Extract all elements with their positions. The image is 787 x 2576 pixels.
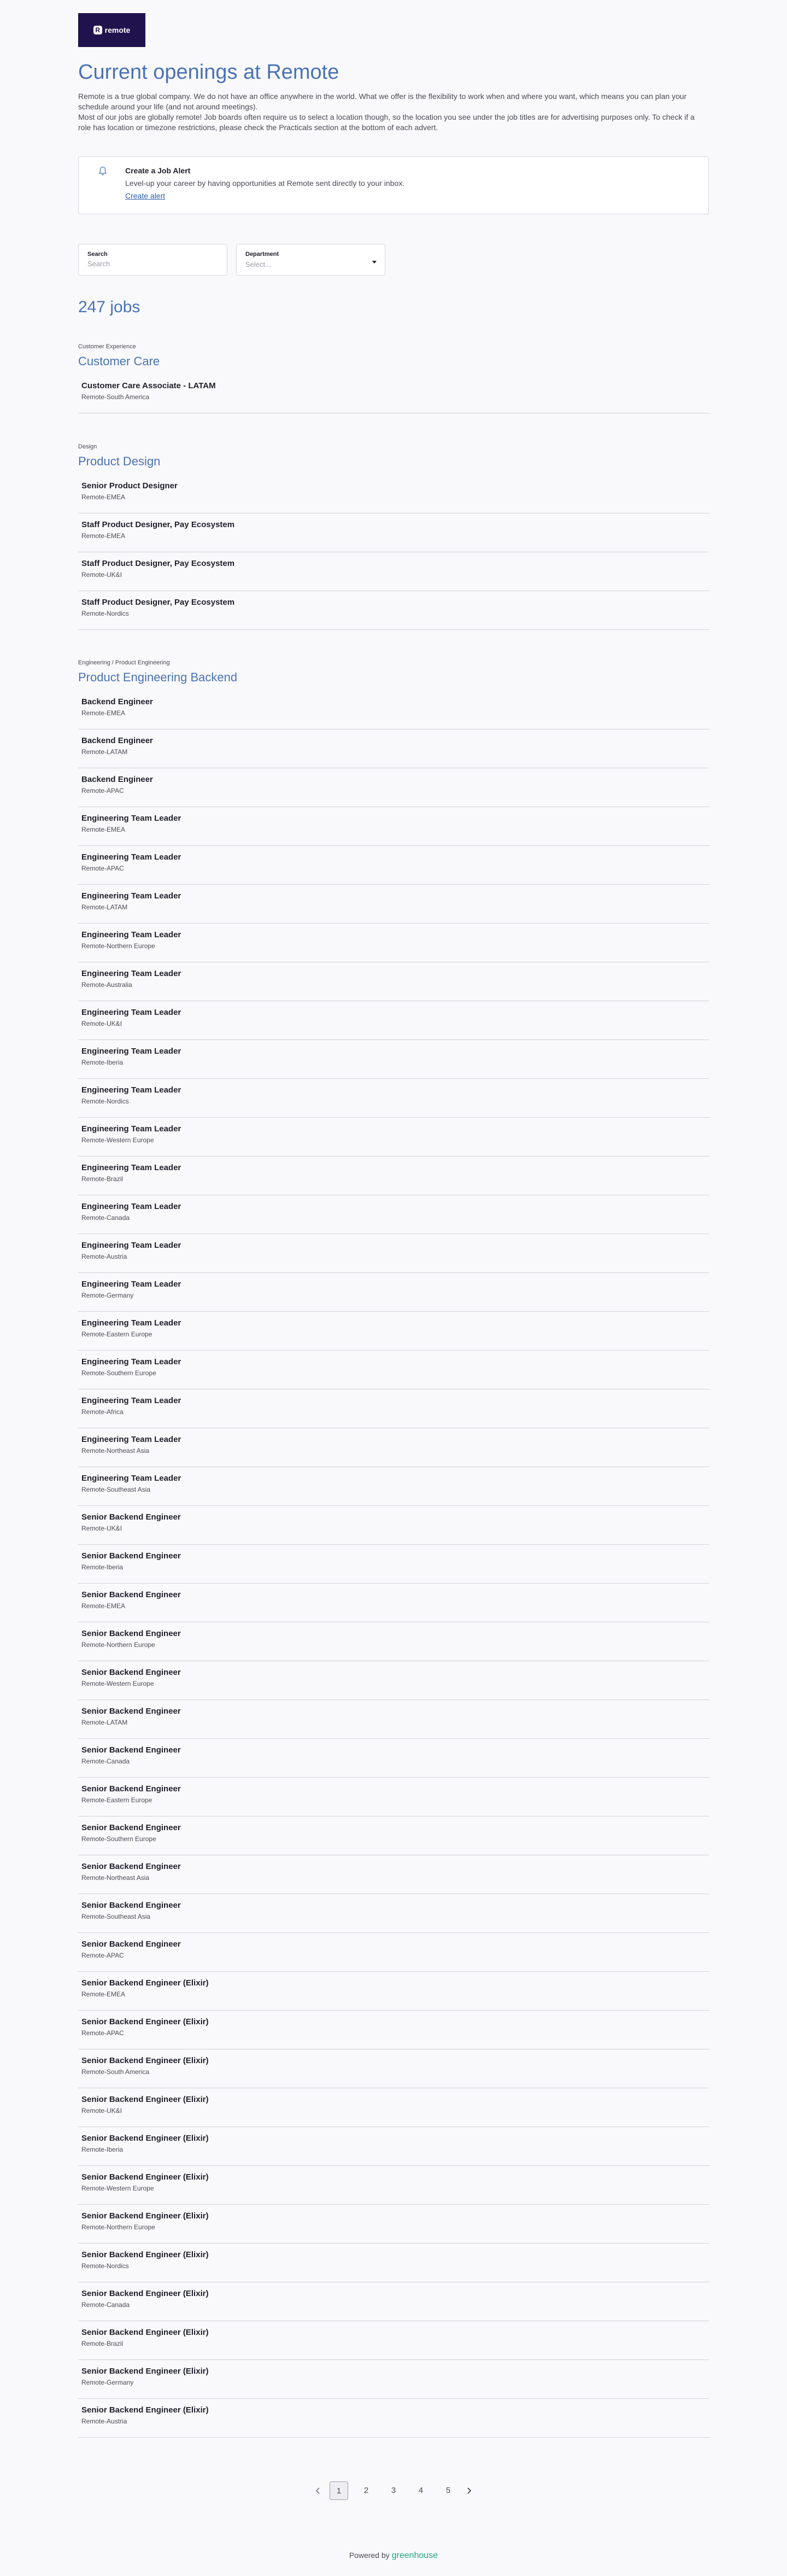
- job-posting-row[interactable]: [78, 1777, 709, 1816]
- job-title-link[interactable]: Staff Product Designer, Pay Ecosystem: [81, 559, 235, 568]
- job-title-link[interactable]: Engineering Team Leader: [81, 1396, 181, 1405]
- search-input[interactable]: [87, 260, 219, 268]
- job-posting-row[interactable]: [78, 1117, 709, 1156]
- job-location: Remote-Germany: [81, 1292, 134, 1299]
- job-posting-row[interactable]: [78, 768, 709, 807]
- job-location: Remote-Africa: [81, 1408, 124, 1416]
- job-location: Remote-Northern Europe: [81, 2223, 155, 2231]
- job-location: Remote-EMEA: [81, 532, 126, 540]
- job-title-link[interactable]: Senior Backend Engineer (Elixir): [81, 2017, 209, 2026]
- job-posting-row[interactable]: [78, 1894, 709, 1933]
- job-title-link[interactable]: Engineering Team Leader: [81, 930, 181, 939]
- job-location: Remote-EMEA: [81, 709, 126, 717]
- job-location: Remote-Western Europe: [81, 2184, 154, 2192]
- caret-down-icon[interactable]: [372, 258, 377, 267]
- job-posting-row[interactable]: [78, 1234, 709, 1273]
- page-1-button[interactable]: 1: [330, 2481, 348, 2500]
- job-location: Remote-Southeast Asia: [81, 1486, 151, 1493]
- job-location: Remote-APAC: [81, 1952, 124, 1959]
- job-title-link[interactable]: Senior Product Designer: [81, 481, 178, 490]
- job-location: Remote-Western Europe: [81, 1680, 154, 1687]
- job-posting-row[interactable]: [78, 1661, 709, 1700]
- job-posting-row[interactable]: [78, 1583, 709, 1622]
- job-posting-row[interactable]: [78, 1272, 709, 1312]
- job-posting-row[interactable]: [78, 884, 709, 924]
- job-posting-row[interactable]: [78, 1699, 709, 1739]
- job-title-link[interactable]: Backend Engineer: [81, 775, 153, 784]
- search-label: Search: [87, 251, 108, 258]
- job-posting-row[interactable]: [78, 807, 709, 846]
- job-posting-row[interactable]: [78, 1816, 709, 1855]
- job-posting-row[interactable]: [78, 1195, 709, 1234]
- job-title-link[interactable]: Backend Engineer: [81, 697, 153, 706]
- job-location: Remote-Australia: [81, 981, 132, 989]
- job-posting-row[interactable]: [78, 962, 709, 1001]
- job-title-link[interactable]: Senior Backend Engineer (Elixir): [81, 2328, 209, 2337]
- job-location: Remote-Nordics: [81, 1097, 129, 1105]
- pagination: [78, 2480, 709, 2502]
- powered-by-text: Powered by: [349, 2551, 390, 2560]
- job-title-link[interactable]: Senior Backend Engineer (Elixir): [81, 2211, 209, 2221]
- department-label: Department: [245, 251, 279, 258]
- intro-paragraph: Most of our jobs are globally remote! Job boards often require us to select a location though, so the location you see under the job titles are for advertising purposes only. To check if a role has location or timezone restrictions, please check the Practicals section at the bottom of each advert.: [78, 113, 695, 132]
- job-posting-row[interactable]: [78, 2165, 709, 2205]
- job-title-link[interactable]: Senior Backend Engineer (Elixir): [81, 2405, 209, 2415]
- chevron-left-icon[interactable]: [313, 2481, 324, 2500]
- job-title-link[interactable]: Senior Backend Engineer: [81, 1901, 181, 1910]
- remote-logo[interactable]: [78, 13, 145, 47]
- job-alert-card: [78, 156, 709, 214]
- job-title-link[interactable]: Senior Backend Engineer (Elixir): [81, 1978, 209, 1988]
- page-2-button[interactable]: 2: [363, 2486, 369, 2495]
- page-title: Current openings at Remote: [78, 61, 339, 84]
- job-location: Remote-Nordics: [81, 2262, 129, 2270]
- job-title-link[interactable]: Senior Backend Engineer: [81, 1784, 181, 1794]
- job-location: Remote-UK&I: [81, 1020, 122, 1027]
- job-location: Remote-Southern Europe: [81, 1835, 156, 1843]
- job-location: Remote-Iberia: [81, 1563, 124, 1571]
- job-title-link[interactable]: Senior Backend Engineer: [81, 1745, 181, 1755]
- job-location: Remote-Eastern Europe: [81, 1330, 152, 1338]
- job-posting-row[interactable]: [78, 591, 709, 630]
- job-posting-row[interactable]: [78, 1855, 709, 1894]
- job-location: Remote-Western Europe: [81, 1136, 154, 1144]
- job-posting-row[interactable]: [78, 1505, 709, 1545]
- section-title: Product Design: [78, 454, 161, 468]
- job-posting-row[interactable]: [78, 690, 709, 729]
- job-posting-row[interactable]: [78, 2010, 709, 2049]
- job-posting-row[interactable]: [78, 2243, 709, 2282]
- job-location: Remote-LATAM: [81, 903, 128, 911]
- job-location: Remote-UK&I: [81, 1524, 122, 1532]
- job-posting-row[interactable]: [78, 1622, 709, 1661]
- job-title-link[interactable]: Staff Product Designer, Pay Ecosystem: [81, 598, 235, 607]
- footer: [78, 2551, 709, 2561]
- job-posting-row[interactable]: [78, 1971, 709, 2011]
- section-title: Customer Care: [78, 354, 160, 368]
- page-5-button[interactable]: 5: [445, 2486, 451, 2495]
- job-posting-row[interactable]: [78, 2088, 709, 2127]
- job-location: Remote-Southern Europe: [81, 1369, 156, 1377]
- job-location: Remote-LATAM: [81, 1719, 128, 1726]
- job-location: Remote-APAC: [81, 864, 124, 872]
- job-location: Remote-EMEA: [81, 826, 126, 833]
- job-title-link[interactable]: Engineering Team Leader: [81, 1124, 181, 1134]
- page-4-button[interactable]: 4: [418, 2486, 424, 2495]
- chevron-right-icon[interactable]: [463, 2481, 474, 2500]
- job-posting-row[interactable]: [78, 2359, 709, 2399]
- department-select[interactable]: [236, 244, 385, 276]
- job-location: Remote-Northern Europe: [81, 942, 155, 950]
- job-location: Remote-South America: [81, 393, 150, 401]
- department-select-value: Select...: [245, 260, 271, 268]
- job-location: Remote-Canada: [81, 1757, 130, 1765]
- job-posting-row[interactable]: [78, 513, 709, 552]
- job-title-link[interactable]: Engineering Team Leader: [81, 1318, 181, 1328]
- job-location: Remote-Eastern Europe: [81, 1796, 152, 1804]
- job-location: Remote-Austria: [81, 1253, 127, 1260]
- job-title-link[interactable]: Engineering Team Leader: [81, 1435, 181, 1444]
- job-location: Remote-Northeast Asia: [81, 1447, 150, 1455]
- job-location: Remote-Northern Europe: [81, 1641, 155, 1649]
- job-posting-row[interactable]: [78, 2049, 709, 2088]
- job-posting-row[interactable]: [78, 1544, 709, 1584]
- job-location: Remote-Brazil: [81, 2340, 124, 2347]
- job-location: Remote-Canada: [81, 2301, 130, 2309]
- bell-icon: [98, 166, 107, 179]
- job-title-link[interactable]: Senior Backend Engineer (Elixir): [81, 2095, 209, 2104]
- job-title-link[interactable]: Senior Backend Engineer: [81, 1862, 181, 1871]
- job-location: Remote-LATAM: [81, 748, 128, 756]
- job-title-link[interactable]: Senior Backend Engineer: [81, 1512, 181, 1522]
- greenhouse-logo[interactable]: greenhouse: [391, 2551, 438, 2560]
- job-location: Remote-APAC: [81, 2029, 124, 2037]
- job-title-link[interactable]: Engineering Team Leader: [81, 814, 181, 823]
- section-parent-department: Design: [78, 443, 97, 450]
- section-title: Product Engineering Backend: [78, 670, 238, 684]
- job-title-link[interactable]: Senior Backend Engineer (Elixir): [81, 2056, 209, 2065]
- job-title-link[interactable]: Senior Backend Engineer: [81, 1823, 181, 1832]
- page-3-button[interactable]: 3: [391, 2486, 396, 2495]
- job-title-link[interactable]: Engineering Team Leader: [81, 1280, 181, 1289]
- job-title-link[interactable]: Senior Backend Engineer (Elixir): [81, 2134, 209, 2143]
- job-location: Remote-Iberia: [81, 2146, 124, 2153]
- job-title-link[interactable]: Senior Backend Engineer: [81, 1707, 181, 1716]
- job-count: 247 jobs: [78, 298, 140, 316]
- job-title-link[interactable]: Senior Backend Engineer (Elixir): [81, 2367, 209, 2376]
- job-title-link[interactable]: Engineering Team Leader: [81, 891, 181, 901]
- job-location: Remote-EMEA: [81, 1990, 126, 1998]
- search-field[interactable]: [78, 244, 227, 276]
- job-posting-row[interactable]: [78, 1078, 709, 1118]
- create-alert-link[interactable]: Create alert: [125, 191, 166, 200]
- job-location: Remote-UK&I: [81, 571, 122, 579]
- section-parent-department: Engineering / Product Engineering: [78, 659, 170, 666]
- job-location: Remote-APAC: [81, 787, 124, 795]
- job-title-link[interactable]: Engineering Team Leader: [81, 1474, 181, 1483]
- job-posting-row[interactable]: [78, 1311, 709, 1351]
- job-posting-row[interactable]: [78, 2321, 709, 2360]
- job-title-link[interactable]: Senior Backend Engineer (Elixir): [81, 2289, 209, 2298]
- job-location: Remote-Canada: [81, 1214, 130, 1222]
- job-title-link[interactable]: Staff Product Designer, Pay Ecosystem: [81, 520, 235, 529]
- job-location: Remote-EMEA: [81, 493, 126, 501]
- job-location: Remote-Southeast Asia: [81, 1913, 151, 1920]
- job-posting-row[interactable]: [78, 2127, 709, 2166]
- job-title-link[interactable]: Engineering Team Leader: [81, 1357, 181, 1366]
- remote-logo-mark-icon: R: [93, 26, 102, 34]
- job-posting-row[interactable]: [78, 1001, 709, 1040]
- job-posting-row[interactable]: [78, 1738, 709, 1778]
- job-title-link[interactable]: Senior Backend Engineer: [81, 1590, 181, 1599]
- job-location: Remote-EMEA: [81, 1602, 126, 1610]
- job-title-link[interactable]: Senior Backend Engineer: [81, 1668, 181, 1677]
- job-posting-row[interactable]: [78, 729, 709, 768]
- job-posting-row[interactable]: [78, 474, 709, 513]
- job-title-link[interactable]: Engineering Team Leader: [81, 1085, 181, 1095]
- job-title-link[interactable]: Engineering Team Leader: [81, 1202, 181, 1211]
- job-posting-row[interactable]: [78, 1389, 709, 1428]
- logo-text: remote: [104, 26, 131, 34]
- job-location: Remote-Austria: [81, 2417, 127, 2425]
- job-posting-row[interactable]: [78, 2282, 709, 2321]
- job-location: Remote-Nordics: [81, 610, 129, 617]
- job-posting-row[interactable]: [78, 923, 709, 962]
- job-posting-row[interactable]: [78, 374, 709, 413]
- job-title-link[interactable]: Engineering Team Leader: [81, 1008, 181, 1017]
- job-posting-row[interactable]: [78, 552, 709, 591]
- job-title-link[interactable]: Senior Backend Engineer: [81, 1629, 181, 1638]
- job-posting-row[interactable]: [78, 1467, 709, 1506]
- intro-text: [78, 91, 709, 133]
- job-posting-row[interactable]: [78, 845, 709, 885]
- job-title-link[interactable]: Backend Engineer: [81, 736, 153, 745]
- section-parent-department: Customer Experience: [78, 343, 136, 350]
- job-location: Remote-Germany: [81, 2379, 134, 2386]
- job-posting-row[interactable]: [78, 1156, 709, 1195]
- job-location: Remote-Iberia: [81, 1059, 124, 1066]
- job-title-link[interactable]: Senior Backend Engineer: [81, 1940, 181, 1949]
- job-posting-row[interactable]: [78, 1350, 709, 1389]
- job-title-link[interactable]: Engineering Team Leader: [81, 969, 181, 978]
- job-posting-row[interactable]: [78, 2398, 709, 2438]
- job-title-link[interactable]: Engineering Team Leader: [81, 1047, 181, 1056]
- job-title-link[interactable]: Engineering Team Leader: [81, 1241, 181, 1250]
- job-posting-row[interactable]: [78, 1932, 709, 1972]
- job-location: Remote-South America: [81, 2068, 150, 2076]
- job-location: Remote-UK&I: [81, 2107, 122, 2114]
- job-posting-row[interactable]: [78, 1039, 709, 1079]
- intro-paragraph: Remote is a true global company. We do not have an office anywhere in the world. What we offer is the flexibility to work when and where you want, which means you can plan your schedule around your life (and not around meetings).: [78, 92, 687, 111]
- job-location: Remote-Brazil: [81, 1175, 124, 1183]
- job-posting-row[interactable]: [78, 1428, 709, 1467]
- job-title-link[interactable]: Senior Backend Engineer (Elixir): [81, 2250, 209, 2259]
- job-title-link[interactable]: Senior Backend Engineer (Elixir): [81, 2172, 209, 2182]
- job-alert-title: Create a Job Alert: [125, 166, 191, 175]
- job-location: Remote-Northeast Asia: [81, 1874, 150, 1882]
- job-posting-row[interactable]: [78, 2204, 709, 2244]
- job-title-link[interactable]: Senior Backend Engineer: [81, 1551, 181, 1561]
- job-title-link[interactable]: Engineering Team Leader: [81, 1163, 181, 1172]
- job-title-link[interactable]: Engineering Team Leader: [81, 852, 181, 862]
- job-alert-text: Level-up your career by having opportunities at Remote sent directly to your inbox.: [125, 179, 405, 188]
- job-title-link[interactable]: Customer Care Associate - LATAM: [81, 381, 216, 390]
